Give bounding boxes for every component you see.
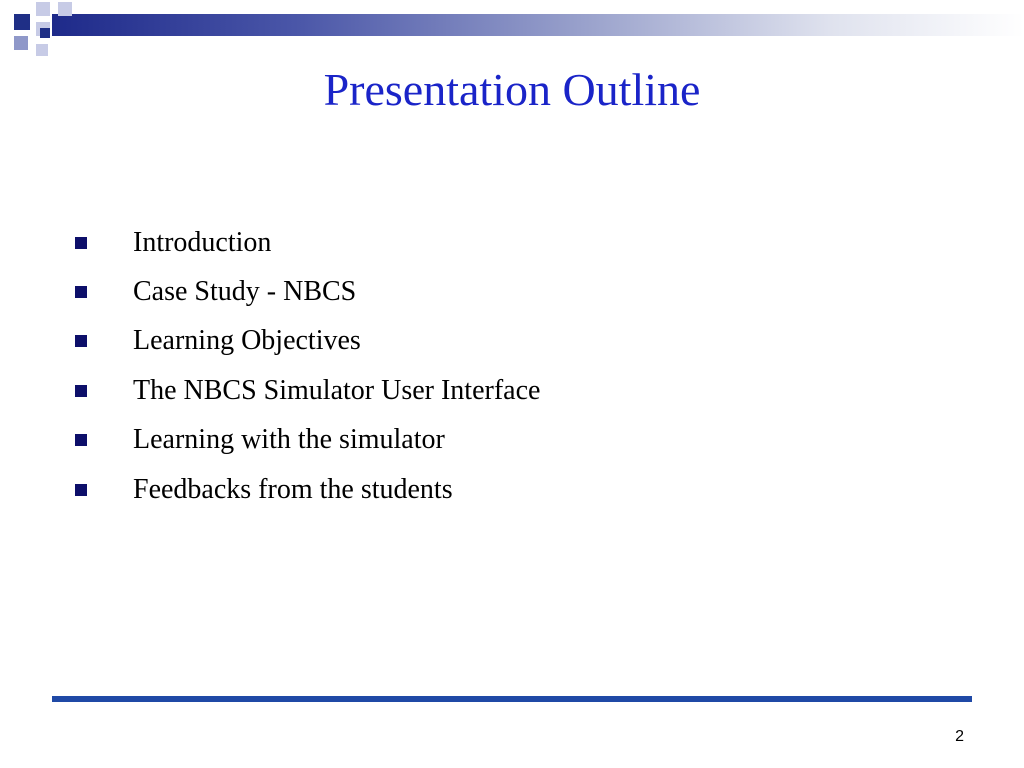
header-gradient-band <box>52 14 1024 36</box>
corner-square-light <box>36 44 48 56</box>
list-item <box>72 267 540 316</box>
list-item <box>72 416 540 465</box>
corner-square-navy <box>14 14 30 30</box>
list-item <box>72 465 540 514</box>
corner-square-light <box>36 2 50 16</box>
corner-square-navy <box>40 28 50 38</box>
footer-divider <box>52 696 972 702</box>
corner-square-light <box>58 2 72 16</box>
list-item <box>72 218 540 267</box>
square-bullet-icon <box>75 484 87 496</box>
slide-title: Presentation Outline <box>323 64 701 115</box>
square-bullet-icon <box>75 385 87 397</box>
bullet-list <box>72 218 540 514</box>
bullet-text: Introduction <box>133 226 272 258</box>
corner-square-mid <box>14 36 28 50</box>
bullet-text: Learning with the simulator <box>133 424 445 456</box>
square-bullet-icon <box>75 237 87 249</box>
bullet-text: Case Study - NBCS <box>133 276 357 308</box>
list-item <box>72 366 540 415</box>
square-bullet-icon <box>75 286 87 298</box>
bullet-text: Learning Objectives <box>133 325 361 357</box>
bullet-text: Feedbacks from the students <box>133 473 453 505</box>
square-bullet-icon <box>75 434 87 446</box>
square-bullet-icon <box>75 335 87 347</box>
bullet-text: The NBCS Simulator User Interface <box>133 374 541 406</box>
list-item <box>72 317 540 366</box>
page-number: 2 <box>955 728 964 745</box>
